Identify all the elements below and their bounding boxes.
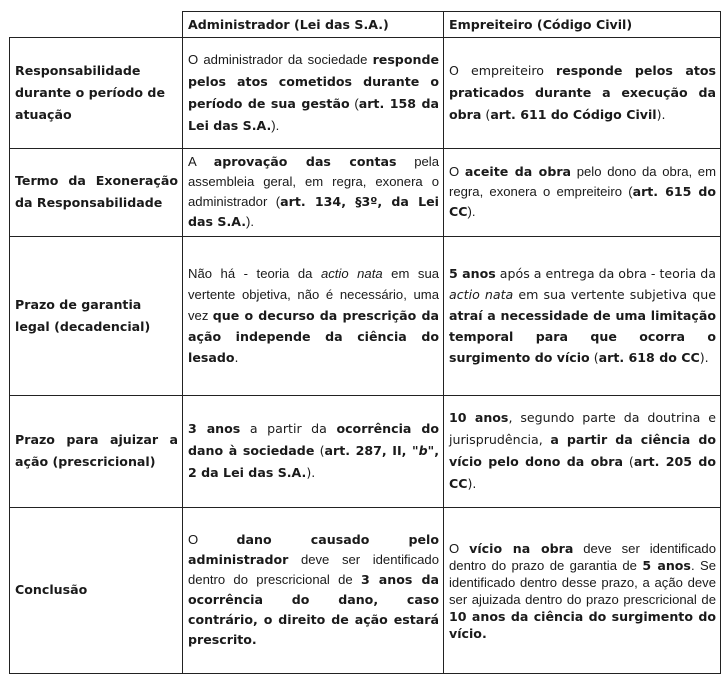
cell-text: ). [699, 350, 709, 365]
cell-text: ). [271, 117, 280, 133]
cell-bold-text: art. 611 do Código Civil [490, 106, 657, 122]
cell-bold-text: art. 205 do CC [449, 454, 716, 491]
cell-text: em sua vertente subjetiva que [513, 287, 716, 302]
cell-bold-text: responde pelos atos praticados durante a execução da obra [449, 62, 716, 122]
cell-text: O administrador da sociedade [188, 51, 373, 67]
cell-bold-text: ocorrência do dano à sociedade [188, 421, 440, 458]
cell-text: O [188, 532, 237, 547]
cell-text: deve ser identificado dentro do prescricional de [188, 552, 439, 587]
header-empreiteiro: Empreiteiro (Código Civil) [444, 12, 721, 38]
cell-bold-text: 10 anos da ciência do surgimento do vício. [449, 608, 716, 641]
cell-text: ( [481, 106, 491, 122]
cell-bold-text: art. 287, II, " [324, 443, 419, 458]
cell-bold-text: atraí a necessidade de uma limitação temporal para que ocorra o surgimento do vício [449, 308, 716, 365]
cell-text: O [449, 164, 465, 179]
cell-bold-text: 3 anos da ocorrência do dano, caso contrário, o direito de ação estará prescrito. [188, 572, 439, 647]
table-row [10, 38, 721, 149]
table-row [10, 149, 721, 237]
header-corner-cell [10, 12, 183, 38]
cell-text: pela assembleia geral, em regra, exonera o administrador ( [188, 154, 439, 209]
cell-text: pelo dono da obra, em regra, exonera o empreiteiro ( [449, 164, 717, 199]
cell-bold-text: art. 158 da Lei das S.A. [188, 95, 440, 133]
header-administrador: Administrador (Lei das S.A.) [183, 12, 444, 38]
cell-text: ). [467, 204, 476, 219]
comparison-table [9, 11, 721, 674]
empreiteiro-cell [444, 237, 721, 396]
cell-bold-text: 3 anos [188, 421, 241, 436]
table-row [10, 237, 721, 396]
cell-bold-text: que o decurso da prescrição da ação independe da ciência do lesado [188, 308, 440, 365]
cell-text: . [234, 350, 239, 365]
cell-italic-text: actio nata [320, 266, 383, 281]
admin-cell [183, 508, 444, 674]
cell-bold-text: ", 2 da Lei das S.A. [188, 443, 439, 480]
cell-text: ( [622, 454, 634, 469]
cell-bold-text: art. 134, §3º, da Lei das S.A. [188, 194, 440, 229]
cell-bold-text: 5 anos [642, 557, 691, 573]
cell-bold-italic-text: b [418, 443, 428, 458]
cell-text: O empreiteiro [449, 62, 556, 78]
cell-bold-text: art. 618 do CC [598, 350, 700, 365]
cell-text: , segundo parte da doutrina e jurisprudência, [449, 410, 716, 447]
cell-text: . Se identificado dentro desse prazo, a ação deve ser ajuizada dentro do prazo prescricional de [449, 557, 717, 607]
table-row [10, 396, 721, 508]
admin-cell [183, 38, 444, 149]
cell-bold-text: 5 anos [449, 266, 496, 281]
cell-text: ). [246, 214, 255, 229]
cell-text: ( [349, 95, 359, 111]
table-row [10, 508, 721, 674]
header-row [10, 12, 721, 38]
cell-text: O [449, 540, 470, 556]
cell-bold-text: aceite da obra [464, 164, 572, 179]
cell-italic-text: actio nata [449, 287, 514, 302]
cell-text: ). [306, 465, 316, 480]
cell-bold-text: art. 615 do CC [449, 184, 716, 219]
cell-text: Não há - teoria da [188, 266, 321, 281]
cell-text: ( [314, 443, 325, 458]
cell-bold-text: a partir da ciência do vício pelo dono da obra [449, 432, 716, 469]
cell-bold-text: aprovação das contas [213, 154, 397, 169]
cell-text: a partir da [240, 421, 337, 436]
cell-bold-text: 10 anos [449, 410, 509, 425]
cell-bold-text: responde pelos atos cometidos durante o período de sua gestão [188, 51, 439, 111]
row-label: Responsabilidade durante o período de atuação [10, 38, 183, 149]
row-label: Prazo para ajuizar a ação (prescricional) [10, 396, 183, 508]
empreiteiro-cell [444, 396, 721, 508]
cell-bold-text: vício na obra [469, 540, 574, 556]
cell-text: ( [589, 350, 599, 365]
cell-text: após a entrega da obra - teoria da [495, 266, 716, 281]
empreiteiro-cell [444, 508, 721, 674]
admin-cell [183, 396, 444, 508]
admin-cell [183, 149, 444, 237]
cell-text: ). [467, 476, 477, 491]
row-label: Conclusão [10, 508, 183, 674]
empreiteiro-cell [444, 38, 721, 149]
cell-text: em sua vertente objetiva, não é necessário, uma vez [188, 266, 440, 323]
row-label: Prazo de garantia legal (decadencial) [10, 237, 183, 396]
cell-bold-text: dano causado pelo administrador [188, 532, 439, 567]
row-label: Termo da Exoneração da Responsabilidade [10, 149, 183, 237]
cell-text: deve ser identificado dentro do prazo de garantia de [449, 540, 716, 573]
admin-cell [183, 237, 444, 396]
cell-text: ). [656, 106, 666, 122]
empreiteiro-cell [444, 149, 721, 237]
cell-text: A [188, 154, 214, 169]
